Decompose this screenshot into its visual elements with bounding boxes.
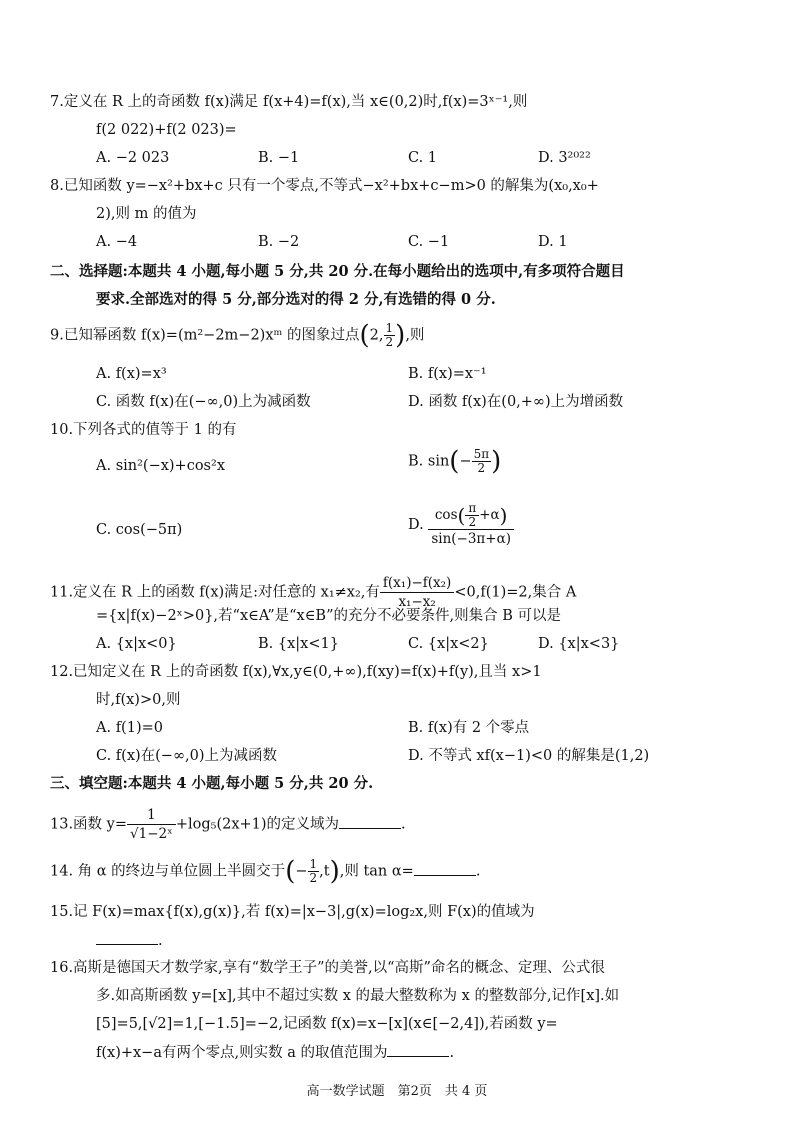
q9-option-b: B. f(x)=x⁻¹: [408, 366, 487, 382]
q10-option-d: [408, 502, 514, 548]
q10-option-b-pre: B. sin: [408, 453, 450, 470]
q12-line2: 时,f(x)>0,则: [96, 692, 181, 708]
q16-line2: 多.如高斯函数 y=[x],其中不超过实数 x 的最大整数称为 x 的整数部分,记作[x].如: [96, 988, 620, 1004]
q12-option-b: B. f(x)有 2 个零点: [408, 720, 530, 736]
q13-answer-blank[interactable]: [339, 814, 401, 829]
q12-line1: 12.已知定义在 R 上的奇函数 f(x),∀x,y∈(0,+∞),f(xy)=f(x)+f(y),且当 x>1: [50, 664, 542, 680]
q10-option-d-fraction: [428, 502, 514, 548]
q7-option-c: C. 1: [408, 150, 438, 166]
q10-option-c: C. cos(−5π): [96, 522, 183, 538]
q10-option-b-num: 5π: [473, 447, 490, 461]
q11-frac-num: f(x₁)−f(x₂): [380, 574, 454, 593]
q9-option-a: A. f(x)=x³: [96, 366, 167, 382]
q13-frac-den: √1−2ˣ: [130, 826, 173, 842]
q15-line2: [96, 930, 163, 951]
q10-option-b-rparen: ): [491, 446, 502, 477]
q14-tail: ,t: [319, 863, 330, 880]
q8-option-a: A. −4: [96, 234, 138, 250]
q10-option-d-inner-fraction: [465, 502, 479, 529]
q8-option-d: D. 1: [538, 234, 568, 250]
q7-option-a: A. −2 023: [96, 150, 170, 166]
q10-stem: 10.下列各式的值等于 1 的有: [50, 422, 237, 438]
q12-option-a: A. f(1)=0: [96, 720, 163, 736]
q13-fraction: [127, 806, 176, 843]
q14-end: .: [475, 863, 481, 880]
q10-option-d-inner-num: π: [465, 502, 479, 516]
q10-option-d-lparen: (: [457, 503, 466, 528]
q16-line1: 16.高斯是德国天才数学家,享有“数学王子”的美誉,以“高斯”命名的概念、定理、公式很: [50, 960, 605, 976]
page-footer: 高一数学试题 第2页 共 4 页: [306, 1084, 488, 1099]
q16-line4-pre: f(x)+x−a有两个零点,则实数 a 的取值范围为: [96, 1045, 388, 1061]
q7-line2: f(2 022)+f(2 023)=: [96, 122, 237, 138]
section3-heading: 三、填空题:本题共 4 小题,每小题 5 分,共 20 分.: [50, 775, 374, 792]
q16-answer-blank[interactable]: [387, 1042, 449, 1057]
q11-line2: ={x|f(x)−2ˣ>0},若“x∈A”是“x∈B”的充分不必要条件,则集合 B 可以是: [96, 608, 561, 624]
q9-point-den: 2: [385, 335, 394, 349]
q10-option-d-rparen: ): [499, 503, 508, 528]
q14-line: [50, 858, 480, 885]
q10-option-d-cos: cos: [434, 507, 458, 523]
q10-option-b-fraction: [472, 448, 492, 475]
q10-option-b: [408, 448, 501, 475]
q14-lparen: (: [285, 856, 296, 887]
q12-option-d: D. 不等式 xf(x−1)<0 的解集是(1,2): [408, 748, 650, 764]
q9-stem: [50, 322, 424, 349]
q8-option-c: C. −1: [408, 234, 450, 250]
q14-answer-blank[interactable]: [414, 861, 476, 876]
q11-option-a: A. {x|x<0}: [96, 636, 177, 652]
q11-option-c: C. {x|x<2}: [408, 636, 489, 652]
q12-option-c: C. f(x)在(−∞,0)上为减函数: [96, 748, 278, 764]
q8-line1: 8.已知函数 y=−x²+bx+c 只有一个零点,不等式−x²+bx+c−m>0 的解集为(x₀,x₀+: [50, 178, 599, 194]
q14-sign: −: [295, 863, 308, 880]
q10-option-b-sign: −: [459, 453, 472, 470]
q9-option-c: C. 函数 f(x)在(−∞,0)上为减函数: [96, 394, 311, 410]
q16-line3: [5]=5,[√2]=1,[−1.5]=−2,记函数 f(x)=x−[x](x∈[−2,4]),若函数 y=: [96, 1016, 558, 1032]
q9-stem-a: 9.已知幂函数 f(x)=(m²−2m−2)xᵐ 的图象过点: [50, 327, 360, 344]
q16-line4: [96, 1042, 454, 1063]
q15-answer-blank[interactable]: [96, 930, 158, 945]
q9-stem-b: ,则: [405, 327, 425, 344]
q10-option-b-den: 2: [477, 461, 486, 475]
q11-line1-post: <0,f(1)=2,集合 A: [454, 584, 577, 601]
q9-left-paren: (: [359, 320, 370, 351]
q10-option-d-numerator: [428, 502, 514, 530]
q9-right-paren: ): [395, 320, 406, 351]
q11-frac-den: x₁−x₂: [398, 594, 436, 610]
q14-rparen: ): [329, 856, 340, 887]
q10-option-d-inner-den: 2: [468, 515, 477, 529]
q9-point-x: 2,: [369, 327, 384, 344]
section2-heading-line2: 要求.全部选对的得 5 分,部分选对的得 2 分,有选错的得 0 分.: [96, 291, 496, 308]
q14-frac-num: 1: [309, 857, 318, 871]
q8-line2: 2),则 m 的值为: [96, 206, 197, 222]
q10-option-a: A. sin²(−x)+cos²x: [96, 458, 225, 474]
q14-frac-den: 2: [309, 871, 318, 885]
q15-end: .: [158, 933, 163, 949]
q13-end: .: [401, 816, 406, 833]
q9-point-fraction: [384, 322, 396, 349]
q11-option-b: B. {x|x<1}: [258, 636, 339, 652]
q13-frac-num: 1: [127, 806, 176, 825]
q13-pre: 13.函数 y=: [50, 816, 128, 833]
q16-end: .: [449, 1045, 455, 1061]
q14-fraction: [308, 858, 320, 885]
q7-option-d: D. 3²⁰²²: [538, 150, 591, 166]
q7-option-b: B. −1: [258, 150, 300, 166]
q10-option-b-lparen: (: [449, 446, 460, 477]
q10-option-d-plus-alpha: +α: [479, 507, 500, 523]
q11-option-d: D. {x|x<3}: [538, 636, 620, 652]
q13-post: +log₅(2x+1)的定义域为: [175, 816, 340, 833]
q10-option-d-denominator: sin(−3π+α): [431, 531, 512, 547]
q7-line1: 7.定义在 R 上的奇函数 f(x)满足 f(x+4)=f(x),当 x∈(0,2)时,f(x)=3ˣ⁻¹,则: [50, 94, 528, 110]
q9-option-d: D. 函数 f(x)在(0,+∞)上为增函数: [408, 394, 624, 410]
q11-line1-pre: 11.定义在 R 上的函数 f(x)满足:对任意的 x₁≠x₂,有: [50, 584, 380, 601]
q8-option-b: B. −2: [258, 234, 300, 250]
q14-pre: 14. 角 α 的终边与单位圆上半圆交于: [50, 863, 286, 880]
section2-heading-line1: 二、选择题:本题共 4 小题,每小题 5 分,共 20 分.在每小题给出的选项中,有多项符合题目: [50, 263, 625, 280]
q15-line1: 15.记 F(x)=max{f(x),g(x)},若 f(x)=|x−3|,g(x)=log₂x,则 F(x)的值域为: [50, 904, 535, 920]
q10-option-d-pre: D.: [408, 517, 424, 533]
q13-line: [50, 806, 406, 843]
q14-post: ,则 tan α=: [339, 863, 414, 880]
q9-point-num: 1: [385, 321, 394, 335]
